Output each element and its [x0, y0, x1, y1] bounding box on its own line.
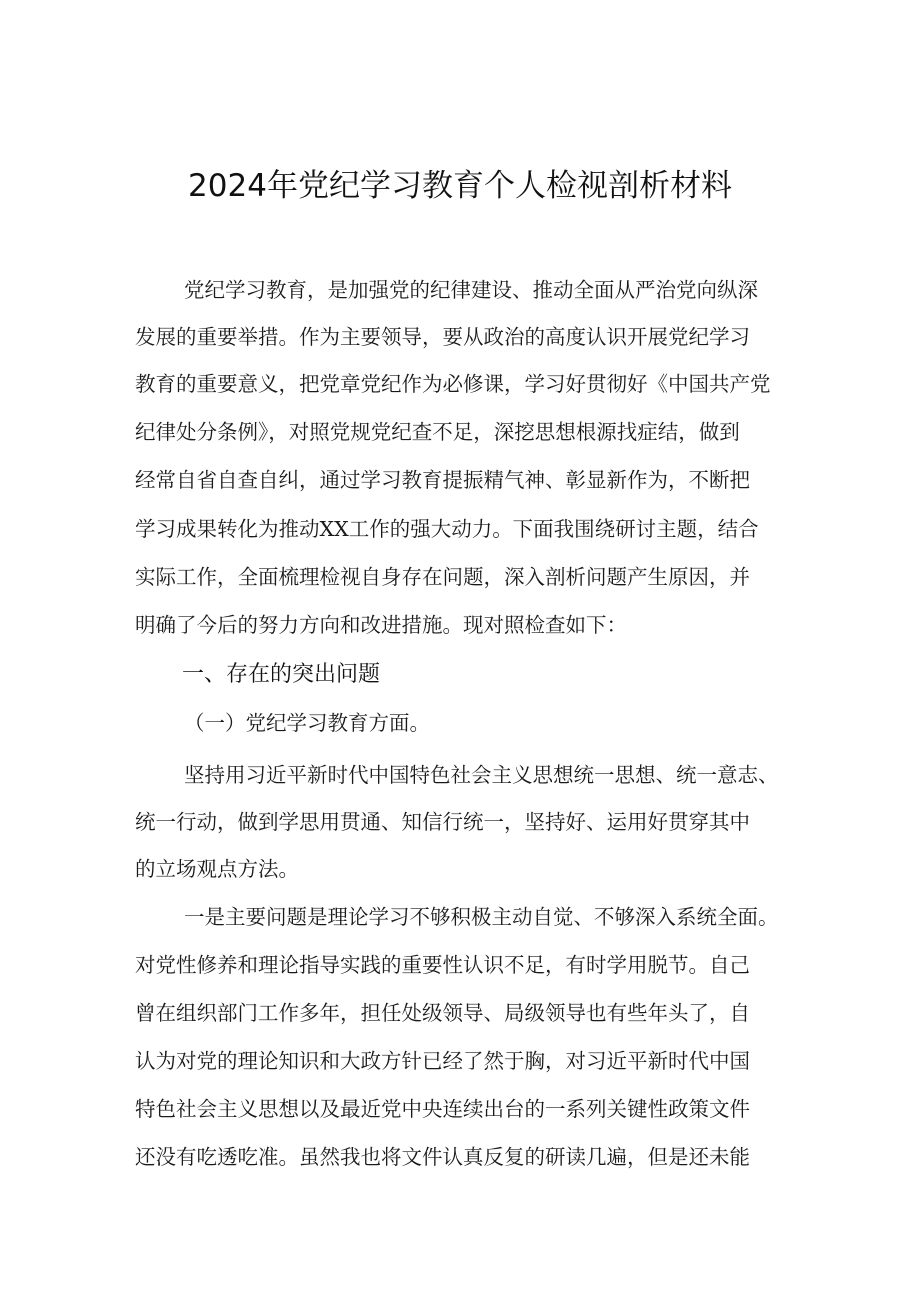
intro-line: 明确了今后的努力方向和改进措施。现对照检查如下： — [135, 613, 627, 637]
paragraph-line: 的立场观点方法。 — [135, 857, 299, 881]
document-title: 2024年党纪学习教育个人检视剖析材料 — [188, 168, 732, 204]
intro-line: 实际工作，全面梳理检视自身存在问题，深入剖析问题产生原因，并 — [135, 565, 750, 589]
paragraph-line: 一是主要问题是理论学习不够积极主动自觉、不够深入系统全面。 — [184, 905, 779, 929]
subsection-heading: （一）党纪学习教育方面。 — [184, 711, 430, 735]
paragraph-line: 特色社会主义思想以及最近党中央连续出台的一系列关键性政策文件 — [135, 1097, 750, 1121]
paragraph-line: 统一行动，做到学思用贯通、知信行统一，坚持好、运用好贯穿其中 — [135, 810, 750, 834]
intro-line: 发展的重要举措。作为主要领导，要从政治的高度认识开展党纪学习 — [135, 325, 750, 349]
paragraph-line: 认为对党的理论知识和大政方针已经了然于胸，对习近平新时代中国 — [135, 1049, 750, 1073]
section-heading: 一、存在的突出问题 — [182, 662, 381, 687]
paragraph-line: 坚持用习近平新时代中国特色社会主义思想统一思想、统一意志、 — [184, 763, 779, 787]
intro-line: 经常自省自查自纠，通过学习教育提振精气神、彰显新作为，不断把 — [135, 468, 750, 492]
paragraph-line: 还没有吃透吃准。虽然我也将文件认真反复的研读几遍，但是还未能 — [135, 1145, 750, 1169]
intro-line: 党纪学习教育，是加强党的纪律建设、推动全面从严治党向纵深 — [184, 278, 758, 302]
paragraph-line: 曾在组织部门工作多年，担任处级领导、局级领导也有些年头了，自 — [135, 1001, 750, 1025]
intro-line: 教育的重要意义，把党章党纪作为必修课，学习好贯彻好《中国共产党 — [135, 372, 771, 396]
intro-line: 纪律处分条例》，对照党规党纪查不足，深挖思想根源找症结，做到 — [135, 420, 740, 444]
intro-line: 学习成果转化为推动XX工作的强大动力。下面我围绕研讨主题，结合 — [135, 517, 759, 541]
paragraph-line: 对党性修养和理论指导实践的重要性认识不足，有时学用脱节。自己 — [135, 953, 750, 977]
